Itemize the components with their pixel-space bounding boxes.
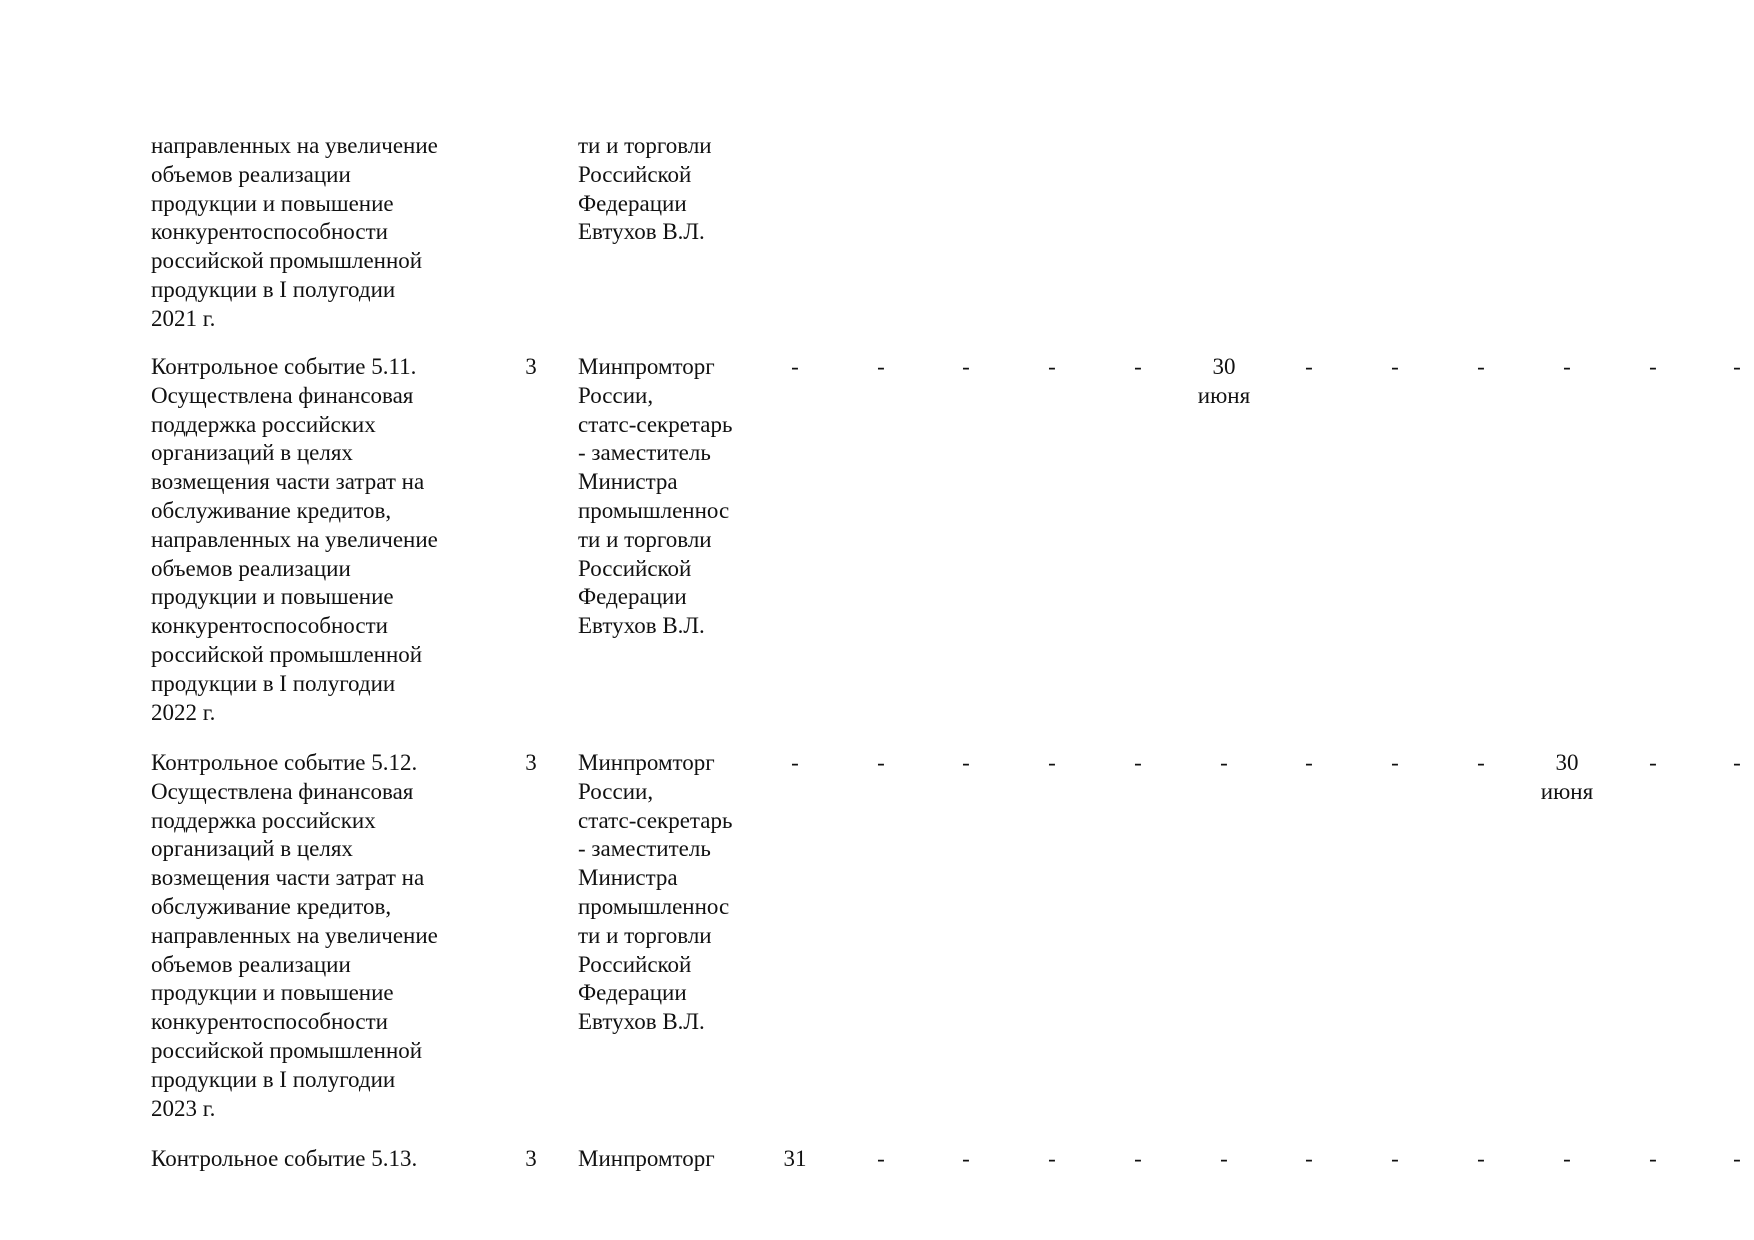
period-cell: - xyxy=(1305,750,1313,775)
period-cell: - xyxy=(1220,750,1228,775)
period-cell: - xyxy=(1649,1146,1657,1171)
event-description: Контрольное событие 5.11. Осуществлена финансовая поддержка российских организаций в целях возмещения части затрат на обслуживание кредитов, направленных на увеличение объемов реализации продукции и повышение конкурентоспособности российской промышленной продукции в I полугодии 2022 г. xyxy=(151,354,438,725)
responsible-executor: Минпромторг xyxy=(578,1146,715,1171)
period-cell: - xyxy=(1733,354,1741,379)
period-cell: - xyxy=(1477,1146,1485,1171)
period-cell: - xyxy=(1649,354,1657,379)
period-cell: - xyxy=(1305,1146,1313,1171)
event-level: 3 xyxy=(525,354,537,379)
responsible-executor: Минпромторг России, статс-секретарь - заместитель Министра промышленнос ти и торговли Российской Федерации Евтухов В.Л. xyxy=(578,750,733,1035)
period-cell: - xyxy=(1563,354,1571,379)
period-cell: - xyxy=(1477,750,1485,775)
period-cell: 30 июня xyxy=(1540,750,1594,804)
period-cell: - xyxy=(877,1146,885,1171)
period-cell: - xyxy=(962,750,970,775)
event-description: Контрольное событие 5.13. xyxy=(151,1146,418,1171)
period-cell: - xyxy=(1220,1146,1228,1171)
event-level: 3 xyxy=(525,1146,537,1171)
period-cell: - xyxy=(1305,354,1313,379)
period-cell: - xyxy=(1048,750,1056,775)
period-cell: - xyxy=(791,354,799,379)
period-cell: - xyxy=(1134,750,1142,775)
period-cell: - xyxy=(1391,1146,1399,1171)
period-cell: - xyxy=(1477,354,1485,379)
period-cell: 30 июня xyxy=(1197,354,1251,408)
period-cell: - xyxy=(1391,750,1399,775)
event-description: направленных на увеличение объемов реализации продукции и повышение конкурентоспособности российской промышленной продукции в I полугодии 2021 г. xyxy=(151,133,438,331)
period-cell: - xyxy=(962,354,970,379)
event-level: 3 xyxy=(525,750,537,775)
period-cell: - xyxy=(877,354,885,379)
responsible-executor: ти и торговли Российской Федерации Евтухов В.Л. xyxy=(578,133,712,245)
period-cell: - xyxy=(791,750,799,775)
period-cell: - xyxy=(1733,750,1741,775)
period-cell: - xyxy=(877,750,885,775)
period-cell: 31 xyxy=(783,1146,807,1171)
period-cell: - xyxy=(1649,750,1657,775)
period-cell: - xyxy=(1134,1146,1142,1171)
event-description: Контрольное событие 5.12. Осуществлена финансовая поддержка российских организаций в целях возмещения части затрат на обслуживание кредитов, направленных на увеличение объемов реализации продукции и повышение конкурентоспособности российской промышленной продукции в I полугодии 2023 г. xyxy=(151,750,438,1121)
period-cell: - xyxy=(1733,1146,1741,1171)
responsible-executor: Минпромторг России, статс-секретарь - заместитель Министра промышленнос ти и торговли Российской Федерации Евтухов В.Л. xyxy=(578,354,733,639)
period-cell: - xyxy=(962,1146,970,1171)
period-cell: - xyxy=(1048,1146,1056,1171)
period-cell: - xyxy=(1048,354,1056,379)
period-cell: - xyxy=(1134,354,1142,379)
period-cell: - xyxy=(1563,1146,1571,1171)
period-cell: - xyxy=(1391,354,1399,379)
